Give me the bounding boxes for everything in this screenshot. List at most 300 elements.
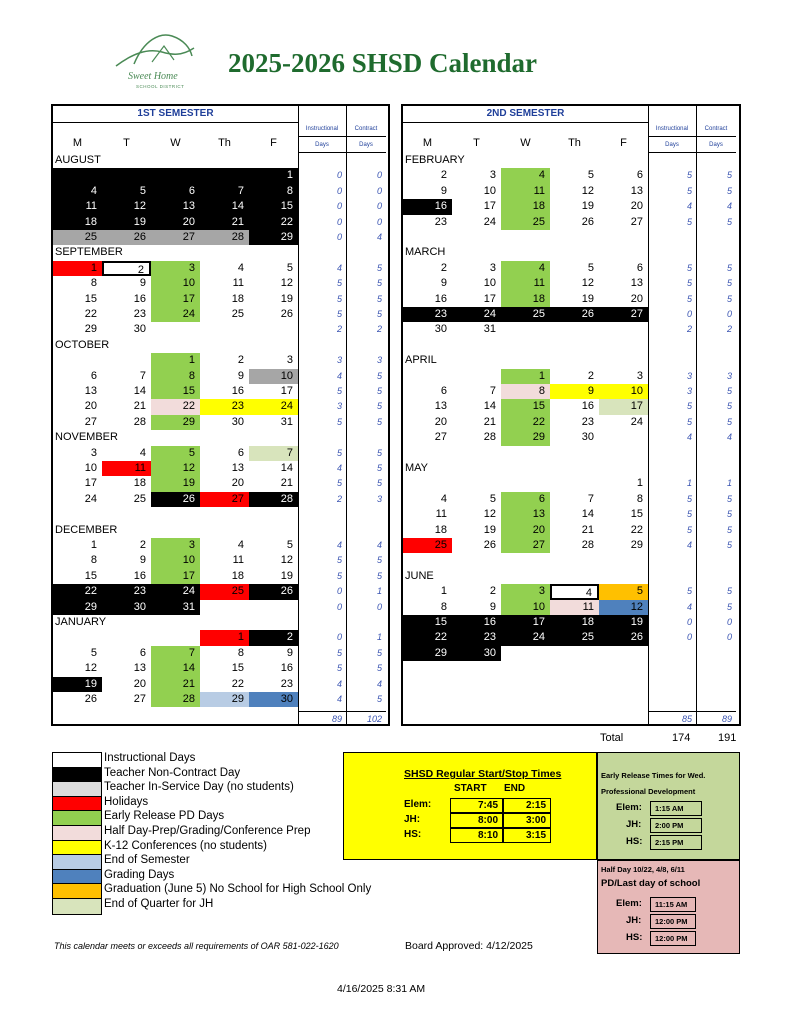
day-cell: 1 (200, 630, 249, 645)
day-cell: 18 (133, 477, 146, 490)
oar-note: This calendar meets or exceeds all requirements of OAR 581-022-1620 (54, 941, 339, 951)
day-cell: 31 (151, 600, 200, 615)
day-header-text: T (473, 137, 480, 149)
day-cell: 29 (151, 415, 200, 430)
legend-label: Graduation (June 5) No School for High School Only (104, 883, 372, 896)
early-row-label: JH: (626, 819, 642, 830)
day-header-text: M (72, 137, 83, 149)
contract-days-count: 5 (376, 386, 382, 396)
day-cell: 22 (630, 523, 643, 536)
logo-name: Sweet Home (128, 71, 178, 82)
logo-subtitle: SCHOOL DISTRICT (136, 84, 185, 89)
day-cell (200, 600, 249, 615)
day-cell: 26 (280, 308, 293, 320)
sem2-header-bottom (648, 152, 736, 153)
day-cell: 21 (483, 415, 496, 428)
day-cell: 2 (102, 261, 151, 276)
day-cell: 25 (501, 307, 550, 322)
day-cell: 9 (440, 277, 447, 290)
day-cell: 9 (139, 554, 146, 567)
early-title-2: Professional Development (601, 787, 696, 796)
sem2-day-header-t (452, 134, 501, 150)
day-cell: 22 (501, 415, 550, 430)
day-cell: 12 (151, 461, 200, 476)
day-cell: 8 (151, 369, 200, 384)
contract-days-count: 4 (376, 678, 382, 689)
contract-days-count: 0 (376, 201, 382, 212)
instructional-days-count: 5 (336, 386, 342, 396)
day-cell: 19 (581, 200, 594, 213)
instructional-days-count: 5 (686, 185, 692, 196)
day-cell (550, 476, 599, 491)
day-cell: 22 (231, 677, 244, 690)
day-cell: 27 (151, 230, 200, 245)
day-cell: 1 (249, 168, 298, 183)
instructional-days-count: 0 (336, 170, 342, 181)
day-cell: 22 (151, 399, 200, 414)
day-cell: 30 (133, 323, 146, 336)
times-start-value: 8:10 (450, 828, 503, 843)
contract-days-count: 5 (376, 370, 382, 381)
day-cell: 9 (139, 277, 146, 290)
day-cell: 14 (483, 400, 496, 413)
instructional-days-count (648, 646, 696, 661)
day-cell: 24 (630, 415, 643, 428)
day-cell: 23 (403, 307, 452, 322)
contract-days-count: 5 (726, 386, 732, 396)
sem1-month-august: AUGUST (55, 154, 101, 166)
day-cell: 8 (249, 184, 298, 199)
day-cell: 13 (630, 277, 643, 290)
day-cell: 16 (133, 569, 146, 582)
day-cell: 3 (151, 261, 200, 276)
day-cell: 18 (53, 215, 102, 230)
sem1-month-november: NOVEMBER (55, 431, 118, 444)
sem1-day-header-m (53, 134, 102, 150)
day-cell: 14 (151, 661, 200, 676)
day-cell: 5 (286, 261, 293, 274)
contract-days-count: 5 (376, 647, 382, 658)
day-cell: 2 (587, 369, 594, 382)
contract-days-count: 1 (376, 632, 382, 643)
day-cell: 24 (151, 307, 200, 322)
day-cell: 8 (90, 277, 97, 290)
day-cell: 13 (133, 662, 146, 675)
day-cell: 17 (151, 292, 200, 307)
day-cell: 19 (483, 523, 496, 536)
halfday-title-1: Half Day 10/22, 4/8, 6/11 (601, 865, 685, 874)
day-cell: 16 (434, 292, 447, 305)
instructional-days-count: 2 (336, 324, 342, 335)
day-header-text: W (170, 137, 181, 149)
day-header-text: Th (218, 137, 231, 149)
day-cell: 23 (434, 215, 447, 228)
day-cell: 7 (200, 184, 249, 199)
day-cell: 4 (501, 168, 550, 183)
day-cell (151, 630, 200, 645)
sem1-total-instructional: 89 (331, 714, 342, 724)
instructional-days-count: 5 (686, 216, 692, 227)
instructional-days-count: 2 (686, 324, 692, 335)
early-row-label: Elem: (616, 802, 642, 813)
day-cell: 6 (90, 369, 97, 382)
contract-days-count: 5 (376, 555, 382, 566)
early-row-time: 1:15 AM (650, 801, 702, 816)
day-cell: 18 (501, 199, 550, 214)
day-cell (599, 322, 648, 337)
day-cell: 5 (599, 584, 648, 599)
sem1-contract-header-2: Days (359, 142, 373, 148)
legend-label: Half Day-Prep/Grading/Conference Prep (104, 825, 311, 837)
day-cell (102, 353, 151, 368)
day-cell: 13 (84, 385, 97, 397)
day-cell: 24 (501, 630, 550, 645)
instructional-days-count: 5 (336, 416, 342, 427)
legend-label: Grading Days (104, 868, 175, 881)
day-cell: 18 (550, 615, 599, 630)
early-title-1: Early Release Times for Wed. (601, 771, 706, 780)
day-cell: 1 (53, 261, 102, 276)
day-cell: 27 (133, 693, 146, 705)
day-cell: 24 (84, 492, 97, 505)
instructional-days-count: 0 (686, 617, 692, 627)
day-cell: 5 (151, 446, 200, 461)
day-cell: 10 (599, 384, 648, 399)
halfday-title-2: PD/Last day of school (601, 878, 701, 889)
total-instructional: 174 (672, 732, 691, 744)
day-cell: 14 (581, 508, 594, 521)
day-cell: 12 (84, 662, 97, 675)
contract-days-count: 5 (726, 401, 732, 412)
day-cell: 17 (501, 615, 550, 630)
day-cell: 28 (151, 692, 200, 707)
instructional-days-count: 4 (686, 601, 692, 612)
day-cell: 1 (440, 585, 447, 598)
sem1-contract-header-1: Contract (354, 126, 378, 132)
halfday-row-time: 12:00 PM (650, 931, 696, 946)
times-end-header: END (504, 783, 526, 794)
halfday-row-time: 11:15 AM (650, 897, 696, 912)
instructional-days-count: 5 (336, 663, 342, 674)
day-header-text: T (123, 137, 130, 149)
day-cell: 19 (151, 476, 200, 491)
day-cell: 15 (84, 569, 97, 582)
day-cell: 4 (501, 261, 550, 276)
day-cell: 23 (581, 415, 594, 428)
contract-days-count: 4 (376, 232, 382, 242)
instructional-days-count: 5 (686, 262, 692, 273)
day-cell: 25 (550, 630, 599, 645)
contract-days-count: 5 (726, 170, 732, 181)
contract-days-count: 5 (726, 185, 732, 196)
day-cell (403, 476, 452, 491)
second-semester-table (401, 104, 741, 726)
day-cell: 20 (434, 415, 447, 428)
day-cell: 13 (630, 184, 643, 197)
contract-days-count: 5 (376, 570, 382, 581)
day-cell: 30 (581, 431, 594, 444)
sem1-month-october: OCTOBER (55, 338, 110, 351)
day-cell: 4 (237, 539, 244, 551)
instructional-days-count: 4 (336, 540, 342, 550)
instructional-days-count: 0 (336, 632, 342, 643)
contract-days-count: 5 (726, 601, 732, 612)
day-cell: 15 (403, 615, 452, 630)
contract-days-count: 5 (376, 401, 382, 412)
day-cell: 26 (581, 215, 594, 228)
page-title: 2025-2026 SHSD Calendar (228, 48, 538, 78)
day-cell: 17 (599, 399, 648, 414)
legend-swatch (53, 870, 101, 885)
sem1-instr-header-2: Days (315, 142, 329, 148)
times-start-value: 7:45 (450, 798, 503, 813)
sem2-month-april: APRIL (405, 354, 437, 367)
contract-days-count: 5 (726, 524, 732, 535)
sem2-month-march: MARCH (405, 246, 446, 259)
day-cell: 23 (102, 584, 151, 599)
day-cell (249, 600, 298, 615)
sem1-month-september: SEPTEMBER (55, 246, 123, 259)
day-cell: 18 (231, 292, 244, 305)
sem2-total-instructional: 85 (681, 714, 692, 724)
day-cell: 20 (84, 400, 97, 413)
sem2-contract-header-1: Contract (704, 126, 728, 132)
day-cell: 30 (231, 415, 244, 428)
day-cell: 10 (483, 277, 496, 290)
times-row-label: Elem: (404, 799, 432, 810)
day-cell: 6 (151, 184, 200, 199)
legend-label: Holidays (104, 795, 149, 808)
contract-days-count: 5 (726, 509, 732, 520)
day-cell: 8 (90, 554, 97, 567)
instructional-days-count: 0 (336, 201, 342, 212)
day-cell: 15 (630, 508, 643, 521)
day-cell: 11 (232, 554, 244, 567)
times-end-value: 3:15 (503, 828, 551, 843)
day-cell: 3 (489, 261, 496, 274)
instructional-days-count: 5 (336, 447, 342, 458)
contract-days-count: 0 (376, 170, 382, 181)
instructional-days-count: 5 (686, 493, 692, 504)
day-cell: 16 (581, 400, 594, 413)
day-cell: 14 (200, 199, 249, 214)
day-cell: 13 (501, 507, 550, 522)
day-cell: 7 (151, 646, 200, 661)
times-title: SHSD Regular Start/Stop Times (404, 768, 562, 780)
sem1-day-header-f (249, 134, 298, 150)
contract-days-count: 0 (376, 185, 382, 196)
halfday-row-label: Elem: (616, 898, 642, 909)
legend-swatch (53, 782, 101, 797)
instructional-days-count: 5 (336, 478, 342, 489)
sem2-total-contract: 89 (721, 714, 732, 724)
instructional-days-count: 5 (686, 278, 692, 289)
times-row-label: JH: (404, 814, 421, 825)
day-cell: 26 (483, 539, 496, 551)
instructional-days-count: 5 (336, 570, 342, 581)
day-cell: 4 (237, 261, 244, 274)
day-cell: 22 (249, 215, 298, 230)
instructional-days-count: 2 (336, 493, 342, 504)
sem1-total-contract: 102 (366, 714, 382, 724)
instructional-days-count: 5 (336, 278, 342, 289)
legend-label: Early Release PD Days (104, 810, 225, 823)
day-cell: 3 (90, 446, 97, 459)
day-cell: 29 (200, 692, 249, 707)
day-cell: 26 (102, 230, 151, 245)
day-cell: 13 (231, 462, 244, 474)
day-cell: 26 (151, 492, 200, 507)
day-cell (53, 630, 102, 645)
day-cell: 8 (440, 600, 447, 613)
total-contract: 191 (718, 732, 737, 744)
day-cell: 28 (200, 230, 249, 245)
day-cell: 25 (501, 215, 550, 230)
instructional-days-count: 5 (686, 586, 692, 597)
contract-days-count: 0 (376, 601, 382, 612)
day-cell: 16 (133, 292, 146, 305)
day-cell: 23 (280, 677, 293, 690)
instructional-days-count: 0 (336, 586, 342, 597)
instructional-days-count: 1 (686, 478, 692, 489)
day-cell: 5 (90, 646, 97, 659)
day-cell: 17 (84, 477, 97, 490)
day-cell: 5 (587, 169, 594, 182)
contract-days-count: 1 (376, 586, 382, 597)
day-cell: 10 (501, 600, 550, 615)
contract-days-count: 5 (376, 478, 382, 489)
day-cell: 15 (501, 399, 550, 414)
sem1-header-rule (298, 136, 386, 137)
legend-swatch (53, 768, 101, 783)
instructional-days-count: 4 (336, 694, 342, 704)
legend-label: End of Semester (104, 854, 190, 867)
day-cell: 12 (102, 199, 151, 214)
day-cell: 4 (53, 184, 102, 199)
day-cell: 23 (452, 630, 501, 645)
day-cell: 10 (151, 553, 200, 568)
early-row-label: HS: (626, 836, 643, 847)
early-row-time: 2:15 PM (650, 835, 702, 850)
day-cell: 16 (280, 662, 293, 675)
instructional-days-count: 3 (686, 370, 692, 381)
day-cell: 4 (139, 446, 146, 459)
day-cell: 31 (483, 323, 496, 336)
sem1-month-january: JANUARY (55, 616, 107, 628)
day-cell: 25 (200, 584, 249, 599)
sem2-instr-header-1: Instructional (655, 126, 689, 132)
instructional-days-count: 0 (336, 232, 342, 242)
instructional-days-count: 3 (336, 401, 342, 412)
day-cell: 12 (599, 600, 648, 615)
instructional-days-count: 4 (336, 463, 342, 473)
day-cell: 5 (587, 261, 594, 274)
day-cell: 9 (489, 600, 496, 613)
day-cell (501, 476, 550, 491)
day-cell: 9 (286, 646, 293, 659)
day-header-text: W (520, 137, 531, 149)
day-cell: 29 (249, 230, 298, 245)
day-cell: 11 (550, 600, 599, 615)
day-cell: 14 (280, 462, 293, 474)
instructional-days-count: 5 (686, 401, 692, 412)
day-cell: 25 (231, 308, 244, 320)
day-cell: 8 (501, 384, 550, 399)
instructional-days-count: 3 (686, 386, 692, 396)
contract-days-count: 5 (726, 293, 732, 304)
day-cell: 10 (249, 369, 298, 384)
day-cell: 2 (237, 354, 244, 367)
contract-days-count: 0 (376, 216, 382, 227)
halfday-row-time: 12:00 PM (650, 914, 696, 929)
contract-days-count: 5 (376, 463, 382, 473)
legend-swatch (53, 811, 101, 826)
day-cell: 7 (139, 369, 146, 382)
day-cell: 4 (440, 492, 447, 505)
sem2-month-may: MAY (405, 462, 429, 474)
district-logo-icon (112, 26, 196, 92)
day-cell: 13 (151, 199, 200, 214)
day-cell (200, 322, 249, 337)
day-cell: 28 (581, 539, 594, 551)
day-cell: 2 (249, 630, 298, 645)
instructional-days-count: 4 (336, 262, 342, 273)
day-cell: 20 (151, 215, 200, 230)
contract-days-count: 3 (376, 493, 382, 504)
instructional-days-count: 3 (336, 355, 342, 366)
day-cell: 6 (139, 646, 146, 659)
contract-days-count: 2 (376, 324, 382, 335)
day-cell: 30 (102, 600, 151, 615)
day-cell: 24 (483, 215, 496, 228)
contract-days-count (696, 646, 736, 661)
day-cell (102, 630, 151, 645)
day-cell: 26 (249, 584, 298, 599)
instructional-days-count: 5 (686, 524, 692, 535)
day-cell: 11 (501, 276, 550, 291)
day-cell: 5 (286, 539, 293, 551)
day-cell: 30 (452, 646, 501, 661)
contract-days-count: 0 (726, 309, 732, 319)
day-cell (53, 353, 102, 368)
day-cell: 16 (452, 615, 501, 630)
day-cell (403, 369, 452, 384)
legend-swatch (53, 797, 101, 812)
day-cell: 3 (636, 369, 643, 382)
sem2-month-june: JUNE (405, 569, 434, 582)
day-cell: 19 (280, 292, 293, 305)
instructional-days-count: 5 (686, 293, 692, 304)
day-cell (550, 322, 599, 337)
day-cell: 22 (53, 584, 102, 599)
day-cell: 28 (133, 415, 146, 428)
day-cell: 12 (280, 277, 293, 290)
day-cell: 12 (581, 277, 594, 290)
sem2-month-february: FEBRUARY (405, 154, 465, 166)
day-cell: 20 (630, 200, 643, 213)
contract-days-count: 5 (376, 262, 382, 273)
sem1-day-header-th (200, 134, 249, 150)
sem2-day-header-m (403, 134, 452, 150)
total-label: Total (600, 732, 624, 744)
contract-days-count: 5 (376, 694, 382, 704)
instructional-days-count: 5 (336, 555, 342, 566)
day-cell: 9 (440, 184, 447, 197)
day-cell: 26 (599, 630, 648, 645)
contract-days-count: 5 (376, 278, 382, 289)
day-cell: 2 (489, 585, 496, 598)
day-cell: 20 (231, 477, 244, 490)
